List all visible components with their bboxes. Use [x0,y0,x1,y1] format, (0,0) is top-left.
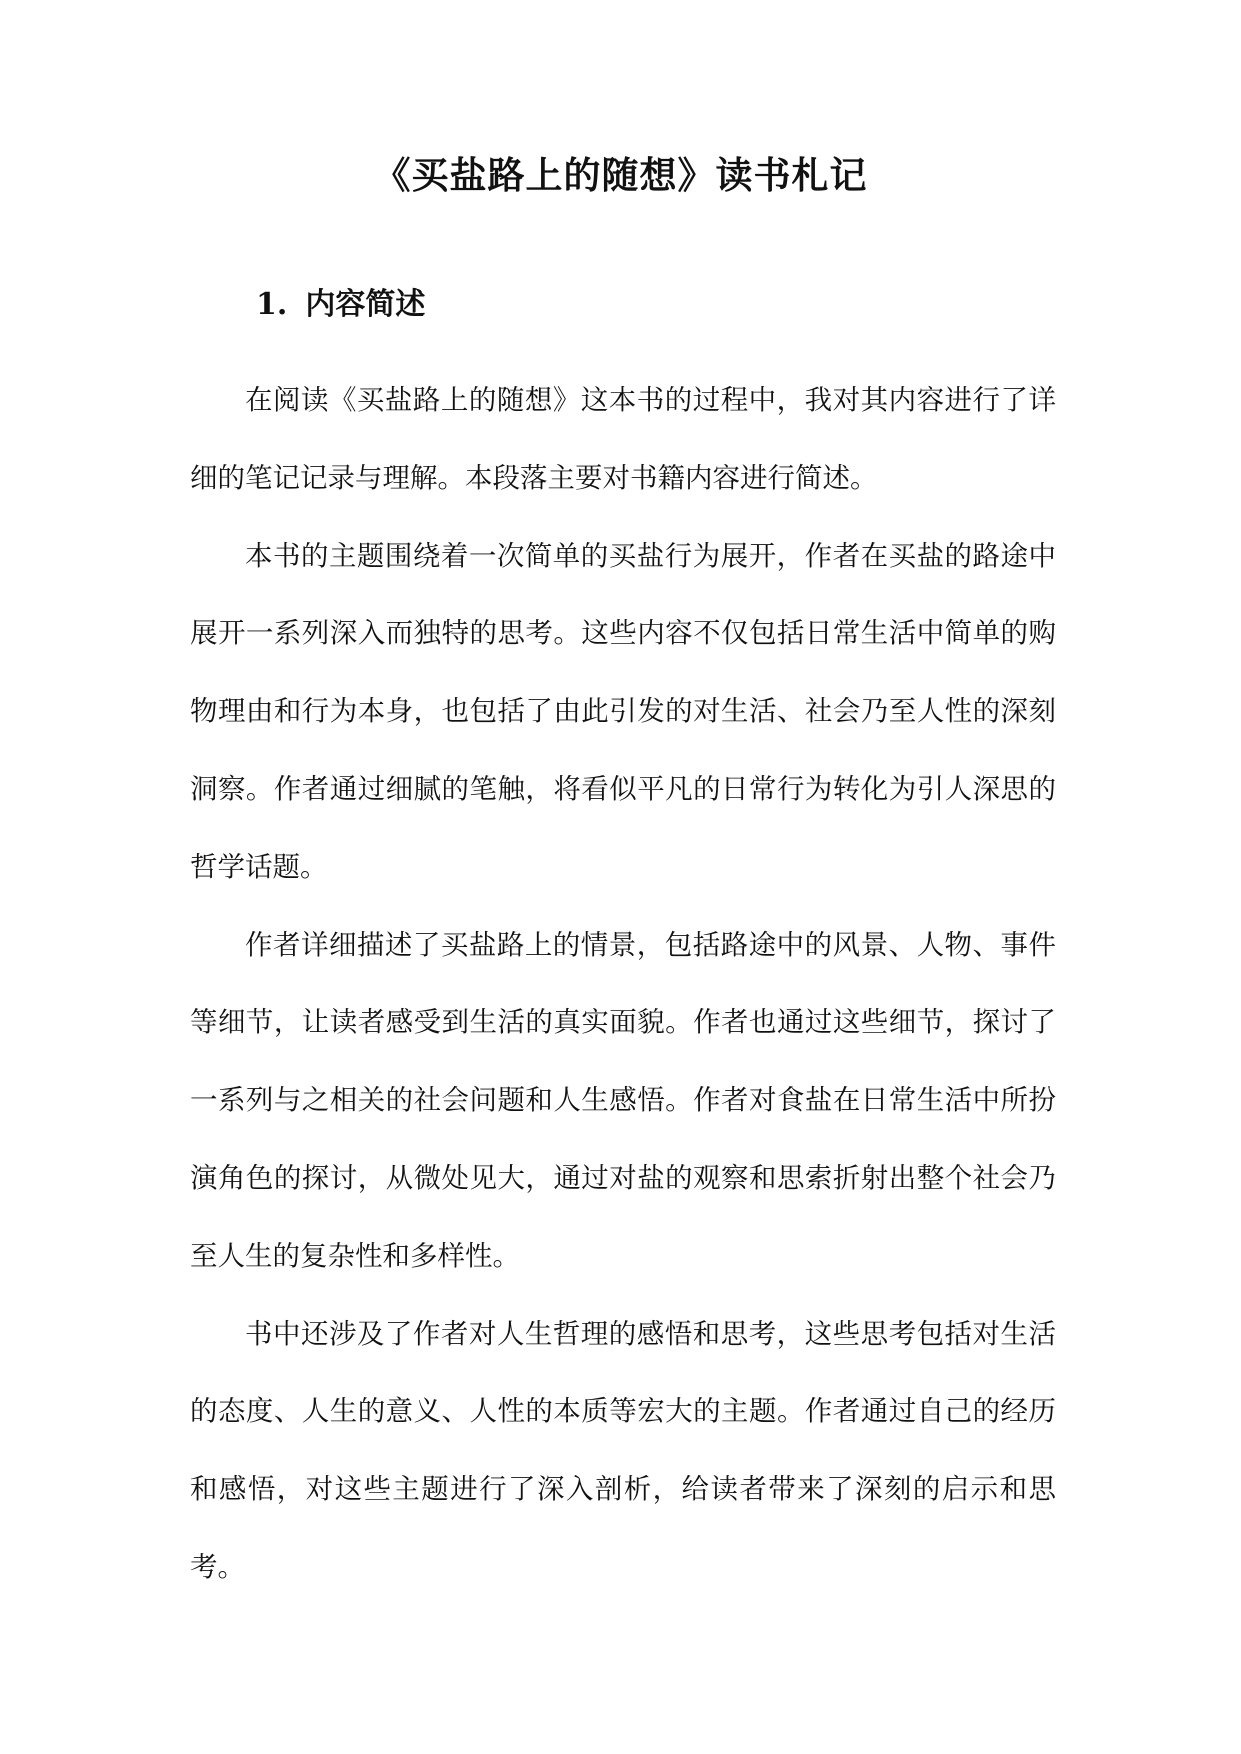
paragraph: 书中还涉及了作者对人生哲理的感悟和思考，这些思考包括对生活的态度、人生的意义、人性的本质等宏大的主题。作者通过自己的经历和感悟，对这些主题进行了深入剖析，给读者带来了深刻的启示和思考。 [190,1317,1056,1583]
section-number: 1. [256,287,288,322]
section-title: 内容简述 [305,287,426,322]
section-heading [256,283,425,327]
paragraph: 在阅读《买盐路上的随想》这本书的过程中，我对其内容进行了详细的笔记记录与理解。本段落主要对书籍内容进行简述。 [190,384,1056,494]
document-title: 《买盐路上的随想》读书札记 [373,153,868,197]
paragraph: 作者详细描述了买盐路上的情景，包括路途中的风景、人物、事件等细节，让读者感受到生活的真实面貌。作者也通过这些细节，探讨了一系列与之相关的社会问题和人生感悟。作者对食盐在日常生活中所扮演角色的探讨，从微处见大，通过对盐的观察和思索折射出整个社会乃至人生的复杂性和多样性。 [190,928,1056,1272]
body-text [190,362,1056,1607]
paragraph: 本书的主题围绕着一次简单的买盐行为展开，作者在买盐的路途中展开一系列深入而独特的思考。这些内容不仅包括日常生活中简单的购物理由和行为本身，也包括了由此引发的对生活、社会乃至人性的深刻洞察。作者通过细腻的笔触，将看似平凡的日常行为转化为引人深思的哲学话题。 [190,539,1056,883]
